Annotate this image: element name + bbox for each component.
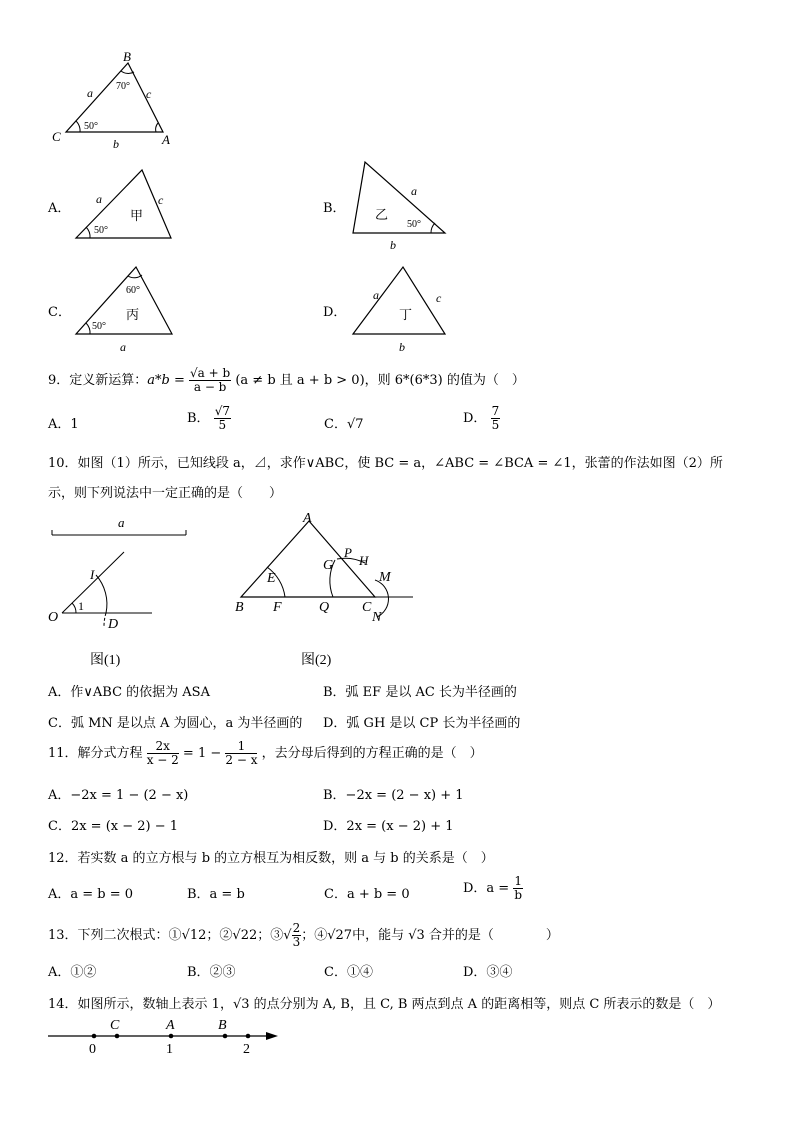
question-14-stem: 14．如图所示，数轴上表示 1，√3 的点分别为 A, B，且 C, B 两点到点 A 的距离相等，则点 C 所表示的数是（ ） xyxy=(48,997,721,1012)
question-11-option-A[interactable]: A．−2x = 1 − (2 − x) xyxy=(48,788,189,803)
svg-text:N: N xyxy=(372,610,382,625)
svg-text:I: I xyxy=(90,567,95,582)
svg-text:50°: 50° xyxy=(407,219,421,230)
svg-text:图(2): 图(2) xyxy=(301,653,332,668)
svg-text:a: a xyxy=(373,288,379,302)
question-12-option-C[interactable]: C．a + b = 0 xyxy=(324,887,410,902)
label-a: a xyxy=(87,86,93,100)
question-10-option-A[interactable]: A．作∨ABC 的依据为 ASA xyxy=(48,685,210,700)
svg-text:B: B xyxy=(218,1018,227,1033)
question-12-option-B[interactable]: B．a = b xyxy=(187,887,245,902)
angle-C-label: 50° xyxy=(84,121,98,132)
svg-text:b: b xyxy=(390,238,396,252)
option-C-label: C． xyxy=(48,305,71,320)
svg-text:A: A xyxy=(303,511,312,526)
svg-text:B: B xyxy=(235,600,244,615)
label-B: B xyxy=(123,49,131,64)
question-9-option-A[interactable]: A．1 xyxy=(48,417,79,432)
figure-option-A xyxy=(70,160,180,245)
svg-text:50°: 50° xyxy=(92,321,106,332)
label-A: A xyxy=(162,132,170,147)
label-c: c xyxy=(146,87,152,101)
question-10-option-C[interactable]: C．弧 MN 是以点 A 为圆心，a 为半径画的 xyxy=(48,716,303,731)
svg-text:M: M xyxy=(379,570,391,585)
svg-text:D: D xyxy=(108,617,119,632)
question-13-option-B[interactable]: B．②③ xyxy=(187,965,236,980)
svg-text:50°: 50° xyxy=(94,225,108,236)
question-10-option-B[interactable]: B．弧 EF 是以 AC 长为半径画的 xyxy=(323,685,517,700)
question-9-option-B[interactable]: B． $\frac{√7}{5}$ xyxy=(187,404,230,432)
figure-reference-triangle xyxy=(40,45,190,155)
svg-text:60°: 60° xyxy=(126,285,140,296)
option-D-label: D． xyxy=(323,305,347,320)
figure-option-D xyxy=(345,262,455,357)
svg-text:G: G xyxy=(323,558,334,573)
question-12-stem: 12．若实数 a 的立方根与 b 的立方根互为相反数，则 a 与 b 的关系是（ ） xyxy=(48,851,494,866)
question-12-option-D[interactable]: D．a = $\frac{1}{b}$ xyxy=(463,874,522,902)
question-11-option-B[interactable]: B．−2x = (2 − x) + 1 xyxy=(323,788,464,803)
svg-text:甲: 甲 xyxy=(130,208,144,223)
svg-text:1: 1 xyxy=(78,599,84,613)
figure-option-C xyxy=(70,262,180,357)
svg-text:乙: 乙 xyxy=(375,207,389,222)
question-10-stem-line2: 示，则下列说法中一定正确的是（ ） xyxy=(48,486,283,501)
option-A-label: A． xyxy=(48,201,71,216)
question-10-stem-line1: 10．如图（1）所示，已知线段 a，⊿，求作∨ABC，使 BC = a，∠ABC = ∠BCA = ∠1，张蕾的作法如图（2）所 xyxy=(48,456,723,471)
svg-text:0: 0 xyxy=(89,1042,96,1057)
svg-text:F: F xyxy=(273,600,282,615)
svg-text:图(1): 图(1) xyxy=(90,653,121,668)
question-11-stem: 11．解分式方程 $\frac{2x}{x - 2}$ = 1 − $\frac{1}{2 - x}$ ，去分母后得到的方程正确的是（ ） xyxy=(48,739,483,767)
question-13-stem: 13．下列二次根式：①√12；②√22；③√ $\frac{2}{3}$ ；④√27中，能与 √3 合并的是（ ） xyxy=(48,921,559,949)
angle-B-label: 70° xyxy=(116,81,130,92)
svg-text:丁: 丁 xyxy=(399,307,413,322)
figure-14-number-line xyxy=(40,1012,290,1062)
svg-text:a: a xyxy=(120,340,126,354)
question-9-stem: 9．定义新运算：a*b = $\frac{√a + b}{a - b}$ (a ≠ b 且 a + b > 0)，则 6*(6*3) 的值为（ ） xyxy=(48,366,525,394)
svg-text:丙: 丙 xyxy=(126,307,140,322)
figure-10-1 xyxy=(40,510,200,670)
svg-text:2: 2 xyxy=(243,1042,250,1057)
svg-text:P: P xyxy=(344,545,352,560)
question-10-option-D[interactable]: D．弧 GH 是以 CP 长为半径画的 xyxy=(323,716,521,731)
question-13-option-C[interactable]: C．①④ xyxy=(324,965,373,980)
question-12-option-A[interactable]: A．a = b = 0 xyxy=(48,887,134,902)
figure-10-2 xyxy=(225,505,425,670)
svg-text:c: c xyxy=(436,291,442,305)
svg-text:O: O xyxy=(48,610,59,625)
svg-text:a: a xyxy=(118,515,125,530)
label-b: b xyxy=(113,137,119,151)
svg-text:H: H xyxy=(359,553,369,568)
svg-text:C: C xyxy=(362,600,372,615)
svg-text:c: c xyxy=(158,193,164,207)
svg-text:C: C xyxy=(110,1018,120,1033)
option-B-label: B． xyxy=(323,201,346,216)
svg-text:1: 1 xyxy=(166,1042,173,1057)
svg-text:E: E xyxy=(267,571,276,586)
svg-text:Q: Q xyxy=(319,600,330,615)
question-11-option-D[interactable]: D．2x = (x − 2) + 1 xyxy=(323,819,454,834)
svg-text:a: a xyxy=(96,192,102,206)
question-13-option-A[interactable]: A．①② xyxy=(48,965,97,980)
question-9-option-C[interactable]: C．√7 xyxy=(324,417,364,432)
question-13-option-D[interactable]: D．③④ xyxy=(463,965,513,980)
question-11-option-C[interactable]: C．2x = (x − 2) − 1 xyxy=(48,819,179,834)
label-C: C xyxy=(52,129,61,144)
figure-option-B xyxy=(345,155,455,255)
question-9-option-D[interactable]: D． $\frac{7}{5}$ xyxy=(463,404,500,432)
svg-text:a: a xyxy=(411,184,417,198)
svg-text:A: A xyxy=(166,1018,175,1033)
svg-text:b: b xyxy=(399,340,405,354)
